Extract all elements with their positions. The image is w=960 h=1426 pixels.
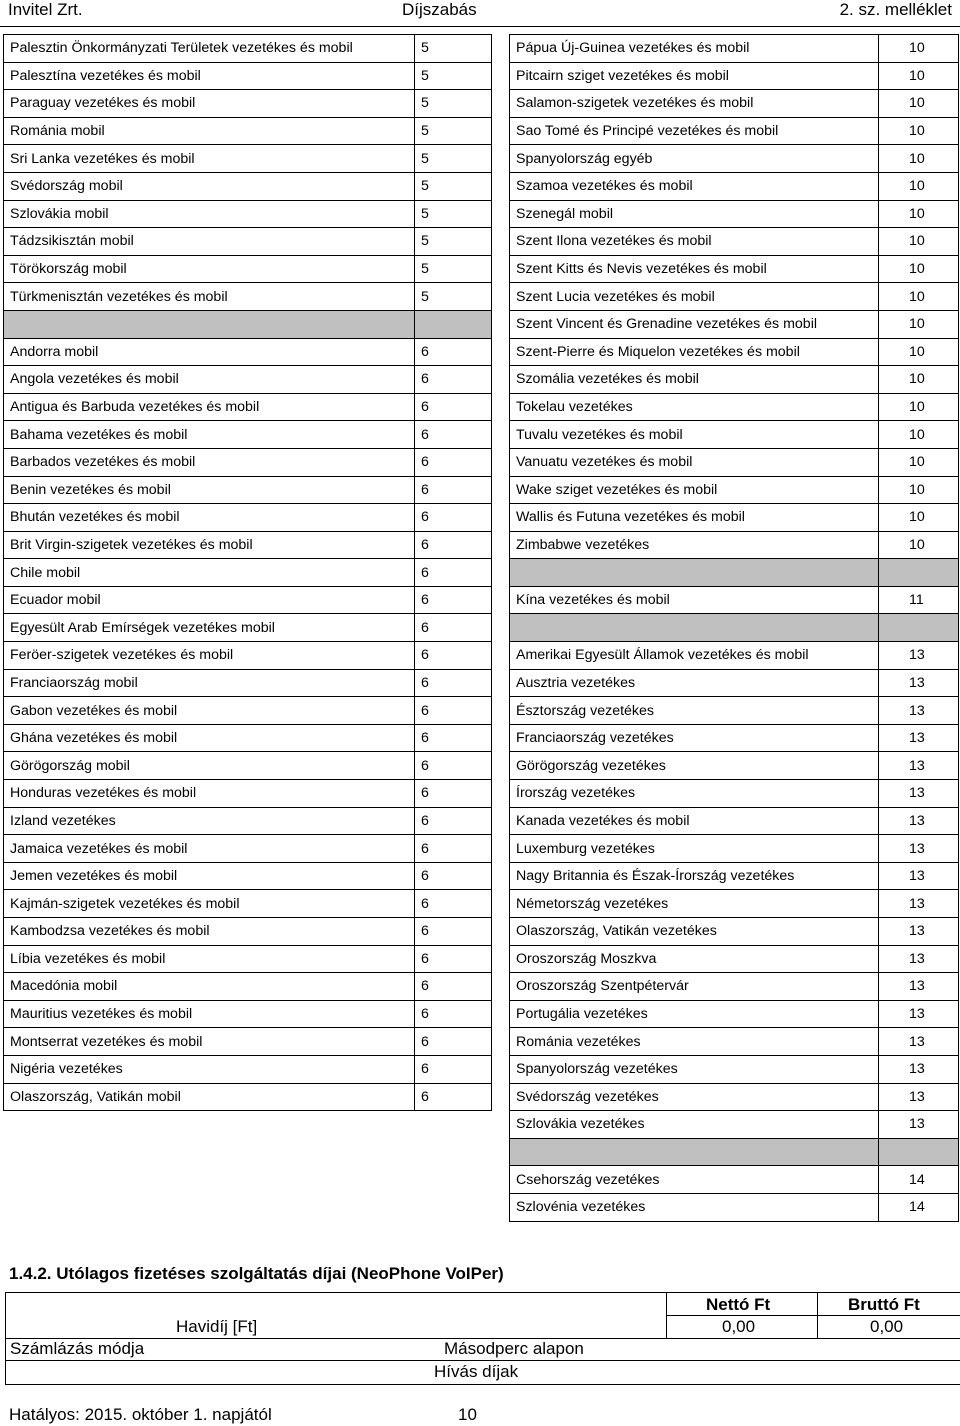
company-name: Invitel Zrt.	[8, 0, 83, 19]
destination-name: Tádzsikisztán mobil	[4, 228, 415, 256]
table-row	[4, 918, 492, 946]
zone-value: 6	[415, 338, 492, 366]
zone-value: 13	[879, 697, 959, 725]
table-row	[4, 697, 492, 725]
destination-name: Jamaica vezetékes és mobil	[4, 835, 415, 863]
zone-value: 6	[415, 807, 492, 835]
document-title: Díjszabás	[402, 0, 477, 19]
table-row	[510, 724, 959, 752]
zone-value: 13	[879, 862, 959, 890]
zone-value: 6	[415, 1000, 492, 1028]
zone-value: 10	[879, 393, 959, 421]
destination-name: Nigéria vezetékes	[4, 1055, 415, 1083]
table-row	[4, 1000, 492, 1028]
table-row	[510, 1166, 959, 1194]
call-fees-label: Hívás díjak	[434, 1362, 519, 1381]
zone-value: 6	[415, 862, 492, 890]
table-row	[510, 559, 959, 587]
zone-value: 10	[879, 366, 959, 394]
table-row	[510, 697, 959, 725]
zone-value: 5	[415, 90, 492, 118]
table-row	[4, 228, 492, 256]
destination-name: Egyesült Arab Emírségek vezetékes mobil	[4, 614, 415, 642]
table-row	[510, 752, 959, 780]
destination-name: Montserrat vezetékes és mobil	[4, 1028, 415, 1056]
table-row	[4, 448, 492, 476]
zone-value: 6	[415, 890, 492, 918]
zone-value: 13	[879, 945, 959, 973]
destination-name: Barbados vezetékes és mobil	[4, 448, 415, 476]
table-row	[4, 531, 492, 559]
destination-name: Görögország vezetékes	[510, 752, 879, 780]
table-row	[510, 780, 959, 808]
table-row	[4, 283, 492, 311]
zone-value: 13	[879, 752, 959, 780]
table-row	[4, 421, 492, 449]
page-number: 10	[458, 1405, 477, 1424]
destination-name: Ausztria vezetékes	[510, 669, 879, 697]
table-row	[4, 366, 492, 394]
billing-method-label: Számlázás módja	[10, 1339, 145, 1358]
table-row	[510, 145, 959, 173]
destination-name: Olaszország, Vatikán mobil	[4, 1083, 415, 1111]
destination-name: Törökország mobil	[4, 255, 415, 283]
table-row	[4, 559, 492, 587]
net-column-header: Nettó Ft	[706, 1295, 771, 1314]
table-row	[4, 62, 492, 90]
zone-value	[415, 310, 492, 338]
zone-value: 11	[879, 586, 959, 614]
table-row	[510, 669, 959, 697]
table-row	[4, 476, 492, 504]
destination-name: Olaszország, Vatikán vezetékes	[510, 918, 879, 946]
table-row	[4, 1083, 492, 1111]
destination-name: Nagy Britannia és Észak-Írország vezetékes	[510, 862, 879, 890]
destination-name	[510, 1138, 879, 1166]
zone-value: 5	[415, 228, 492, 256]
table-row	[510, 918, 959, 946]
zone-value: 10	[879, 504, 959, 532]
table-row	[510, 945, 959, 973]
destination-name: Szlovákia vezetékes	[510, 1111, 879, 1139]
destination-name: Bahama vezetékes és mobil	[4, 421, 415, 449]
zone-value: 5	[415, 62, 492, 90]
zone-value: 14	[879, 1166, 959, 1194]
zone-value: 10	[879, 421, 959, 449]
zone-value: 6	[415, 780, 492, 808]
effective-date: Hatályos: 2015. október 1. napjától	[9, 1405, 272, 1424]
table-row	[4, 724, 492, 752]
table-row	[510, 807, 959, 835]
zone-value: 5	[415, 283, 492, 311]
table-row	[510, 614, 959, 642]
table-row	[510, 862, 959, 890]
table-row	[510, 586, 959, 614]
table-row	[510, 117, 959, 145]
table-row	[510, 642, 959, 670]
table-row	[4, 117, 492, 145]
destination-name: Salamon-szigetek vezetékes és mobil	[510, 90, 879, 118]
annex-label: 2. sz. melléklet	[839, 0, 952, 19]
table-row	[4, 945, 492, 973]
destination-name: Görögország mobil	[4, 752, 415, 780]
destination-name: Zimbabwe vezetékes	[510, 531, 879, 559]
zone-value: 13	[879, 1028, 959, 1056]
table-row	[4, 1028, 492, 1056]
zone-value: 6	[415, 945, 492, 973]
zone-value: 13	[879, 669, 959, 697]
zone-value: 6	[415, 1055, 492, 1083]
zone-value: 6	[415, 476, 492, 504]
destination-name: Paraguay vezetékes és mobil	[4, 90, 415, 118]
destination-name: Írország vezetékes	[510, 780, 879, 808]
table-row	[4, 973, 492, 1001]
destination-name: Franciaország mobil	[4, 669, 415, 697]
zone-value: 6	[415, 586, 492, 614]
destination-name: Szenegál mobil	[510, 200, 879, 228]
table-row	[4, 310, 492, 338]
zone-value: 6	[415, 559, 492, 587]
table-row	[510, 200, 959, 228]
zone-value: 10	[879, 145, 959, 173]
zone-value: 10	[879, 172, 959, 200]
destination-name: Kanada vezetékes és mobil	[510, 807, 879, 835]
monthly-fee-net: 0,00	[722, 1317, 756, 1336]
table-row	[510, 90, 959, 118]
table-row	[4, 504, 492, 532]
table-row	[4, 393, 492, 421]
destination-name: Kajmán-szigetek vezetékes és mobil	[4, 890, 415, 918]
zone-value: 10	[879, 448, 959, 476]
destination-name: Bhután vezetékes és mobil	[4, 504, 415, 532]
destination-name: Spanyolország egyéb	[510, 145, 879, 173]
table-row	[510, 228, 959, 256]
destination-name	[510, 559, 879, 587]
table-row	[510, 1028, 959, 1056]
rate-zone-table-left	[3, 34, 492, 1111]
destination-name: Honduras vezetékes és mobil	[4, 780, 415, 808]
zone-value: 5	[415, 35, 492, 63]
zone-value: 6	[415, 1083, 492, 1111]
destination-name: Izland vezetékes	[4, 807, 415, 835]
destination-name: Németország vezetékes	[510, 890, 879, 918]
table-row	[4, 807, 492, 835]
destination-name: Sao Tomé és Principé vezetékes és mobil	[510, 117, 879, 145]
destination-name: Svédország mobil	[4, 172, 415, 200]
zone-value: 6	[415, 724, 492, 752]
zone-value: 13	[879, 1000, 959, 1028]
zone-value: 10	[879, 228, 959, 256]
zone-value: 13	[879, 1055, 959, 1083]
table-row	[510, 338, 959, 366]
destination-name: Amerikai Egyesült Államok vezetékes és mobil	[510, 642, 879, 670]
table-row	[4, 752, 492, 780]
destination-name: Jemen vezetékes és mobil	[4, 862, 415, 890]
page-header	[0, 0, 960, 27]
table-row	[4, 890, 492, 918]
monthly-fee-label: Havidíj [Ft]	[176, 1317, 258, 1336]
table-row	[4, 780, 492, 808]
table-row	[510, 393, 959, 421]
zone-value: 10	[879, 200, 959, 228]
destination-name: Pitcairn sziget vezetékes és mobil	[510, 62, 879, 90]
table-row	[510, 1055, 959, 1083]
destination-name: Vanuatu vezetékes és mobil	[510, 448, 879, 476]
table-row	[4, 172, 492, 200]
zone-value	[879, 614, 959, 642]
zone-value: 5	[415, 255, 492, 283]
table-row	[510, 1000, 959, 1028]
table-row	[4, 669, 492, 697]
table-row	[4, 835, 492, 863]
table-row	[4, 90, 492, 118]
zone-value: 10	[879, 531, 959, 559]
zone-value: 13	[879, 973, 959, 1001]
rate-zone-table-right	[509, 34, 959, 1222]
destination-name: Franciaország vezetékes	[510, 724, 879, 752]
table-row	[510, 366, 959, 394]
zone-value: 13	[879, 890, 959, 918]
zone-value: 13	[879, 918, 959, 946]
table-row	[510, 1111, 959, 1139]
zone-value: 10	[879, 476, 959, 504]
zone-value: 13	[879, 642, 959, 670]
zone-value: 6	[415, 504, 492, 532]
table-row	[510, 35, 959, 63]
table-row	[510, 448, 959, 476]
zone-value: 6	[415, 531, 492, 559]
destination-name: Andorra mobil	[4, 338, 415, 366]
destination-name	[4, 310, 415, 338]
zone-value	[879, 559, 959, 587]
zone-value: 6	[415, 642, 492, 670]
destination-name: Svédország vezetékes	[510, 1083, 879, 1111]
zone-value: 13	[879, 835, 959, 863]
zone-value: 5	[415, 200, 492, 228]
zone-value: 6	[415, 835, 492, 863]
destination-name: Oroszország Szentpétervár	[510, 973, 879, 1001]
destination-name: Szlovénia vezetékes	[510, 1193, 879, 1221]
zone-value: 5	[415, 117, 492, 145]
destination-name: Románia vezetékes	[510, 1028, 879, 1056]
table-row	[510, 531, 959, 559]
table-row	[510, 835, 959, 863]
table-row	[510, 172, 959, 200]
table-row	[510, 476, 959, 504]
table-row	[510, 1083, 959, 1111]
zone-value: 13	[879, 780, 959, 808]
table-row	[4, 338, 492, 366]
table-row	[510, 1138, 959, 1166]
destination-name: Tuvalu vezetékes és mobil	[510, 421, 879, 449]
destination-name: Tokelau vezetékes	[510, 393, 879, 421]
gross-column-header: Bruttó Ft	[848, 1295, 920, 1314]
zone-value: 10	[879, 283, 959, 311]
zone-value: 10	[879, 338, 959, 366]
destination-name: Szent Vincent és Grenadine vezetékes és mobil	[510, 310, 879, 338]
destination-name: Csehország vezetékes	[510, 1166, 879, 1194]
table-row	[4, 614, 492, 642]
table-row	[510, 255, 959, 283]
destination-name: Portugália vezetékes	[510, 1000, 879, 1028]
destination-name: Türkmenisztán vezetékes és mobil	[4, 283, 415, 311]
zone-value: 5	[415, 172, 492, 200]
zone-value: 14	[879, 1193, 959, 1221]
destination-name: Luxemburg vezetékes	[510, 835, 879, 863]
zone-value: 6	[415, 393, 492, 421]
destination-name: Benin vezetékes és mobil	[4, 476, 415, 504]
table-row	[510, 421, 959, 449]
table-row	[510, 504, 959, 532]
destination-name: Oroszország Moszkva	[510, 945, 879, 973]
destination-name: Szent Kitts és Nevis vezetékes és mobil	[510, 255, 879, 283]
zone-value: 10	[879, 35, 959, 63]
table-row	[510, 1193, 959, 1221]
table-row	[510, 890, 959, 918]
table-row	[510, 310, 959, 338]
destination-name: Románia mobil	[4, 117, 415, 145]
table-row	[4, 200, 492, 228]
zone-value: 10	[879, 62, 959, 90]
monthly-fee-gross: 0,00	[870, 1317, 904, 1336]
destination-name: Mauritius vezetékes és mobil	[4, 1000, 415, 1028]
zone-value: 10	[879, 255, 959, 283]
destination-name: Kína vezetékes és mobil	[510, 586, 879, 614]
destination-name: Wake sziget vezetékes és mobil	[510, 476, 879, 504]
zone-value: 6	[415, 752, 492, 780]
destination-name: Szlovákia mobil	[4, 200, 415, 228]
table-row	[510, 283, 959, 311]
destination-name: Wallis és Futuna vezetékes és mobil	[510, 504, 879, 532]
zone-value: 5	[415, 145, 492, 173]
destination-name: Szent Lucia vezetékes és mobil	[510, 283, 879, 311]
voip-fee-table	[5, 1292, 960, 1385]
destination-name: Angola vezetékes és mobil	[4, 366, 415, 394]
zone-value: 6	[415, 918, 492, 946]
zone-value: 6	[415, 697, 492, 725]
zone-value: 6	[415, 973, 492, 1001]
destination-name: Macedónia mobil	[4, 973, 415, 1001]
billing-method-value: Másodperc alapon	[444, 1339, 584, 1358]
destination-name: Ecuador mobil	[4, 586, 415, 614]
table-row	[4, 1055, 492, 1083]
destination-name	[510, 614, 879, 642]
destination-name: Chile mobil	[4, 559, 415, 587]
destination-name: Gabon vezetékes és mobil	[4, 697, 415, 725]
table-row	[4, 35, 492, 63]
destination-name: Pápua Új-Guinea vezetékes és mobil	[510, 35, 879, 63]
destination-name: Antigua és Barbuda vezetékes és mobil	[4, 393, 415, 421]
table-row	[4, 642, 492, 670]
destination-name: Líbia vezetékes és mobil	[4, 945, 415, 973]
destination-name: Észtország vezetékes	[510, 697, 879, 725]
table-row	[510, 973, 959, 1001]
zone-value: 6	[415, 614, 492, 642]
destination-name: Spanyolország vezetékes	[510, 1055, 879, 1083]
zone-value: 6	[415, 1028, 492, 1056]
zone-value: 13	[879, 1083, 959, 1111]
table-row	[4, 145, 492, 173]
zone-value: 13	[879, 724, 959, 752]
destination-name: Palesztin Önkormányzati Területek vezetékes és mobil	[4, 35, 415, 63]
zone-value: 6	[415, 448, 492, 476]
destination-name: Sri Lanka vezetékes és mobil	[4, 145, 415, 173]
zone-value: 10	[879, 310, 959, 338]
destination-name: Szomália vezetékes és mobil	[510, 366, 879, 394]
table-row	[4, 255, 492, 283]
table-row	[510, 62, 959, 90]
destination-name: Szent-Pierre és Miquelon vezetékes és mobil	[510, 338, 879, 366]
destination-name: Brit Virgin-szigetek vezetékes és mobil	[4, 531, 415, 559]
destination-name: Ghána vezetékes és mobil	[4, 724, 415, 752]
zone-value: 6	[415, 669, 492, 697]
zone-value: 6	[415, 366, 492, 394]
destination-name: Szent Ilona vezetékes és mobil	[510, 228, 879, 256]
table-row	[4, 586, 492, 614]
destination-name: Szamoa vezetékes és mobil	[510, 172, 879, 200]
zone-value	[879, 1138, 959, 1166]
zone-value: 10	[879, 90, 959, 118]
destination-name: Palesztína vezetékes és mobil	[4, 62, 415, 90]
destination-name: Kambodzsa vezetékes és mobil	[4, 918, 415, 946]
zone-value: 10	[879, 117, 959, 145]
zone-value: 6	[415, 421, 492, 449]
zone-value: 13	[879, 807, 959, 835]
table-row	[4, 862, 492, 890]
zone-value: 13	[879, 1111, 959, 1139]
section-title: 1.4.2. Utólagos fizetéses szolgáltatás díjai (NeoPhone VoIPer)	[9, 1264, 504, 1283]
destination-name: Feröer-szigetek vezetékes és mobil	[4, 642, 415, 670]
